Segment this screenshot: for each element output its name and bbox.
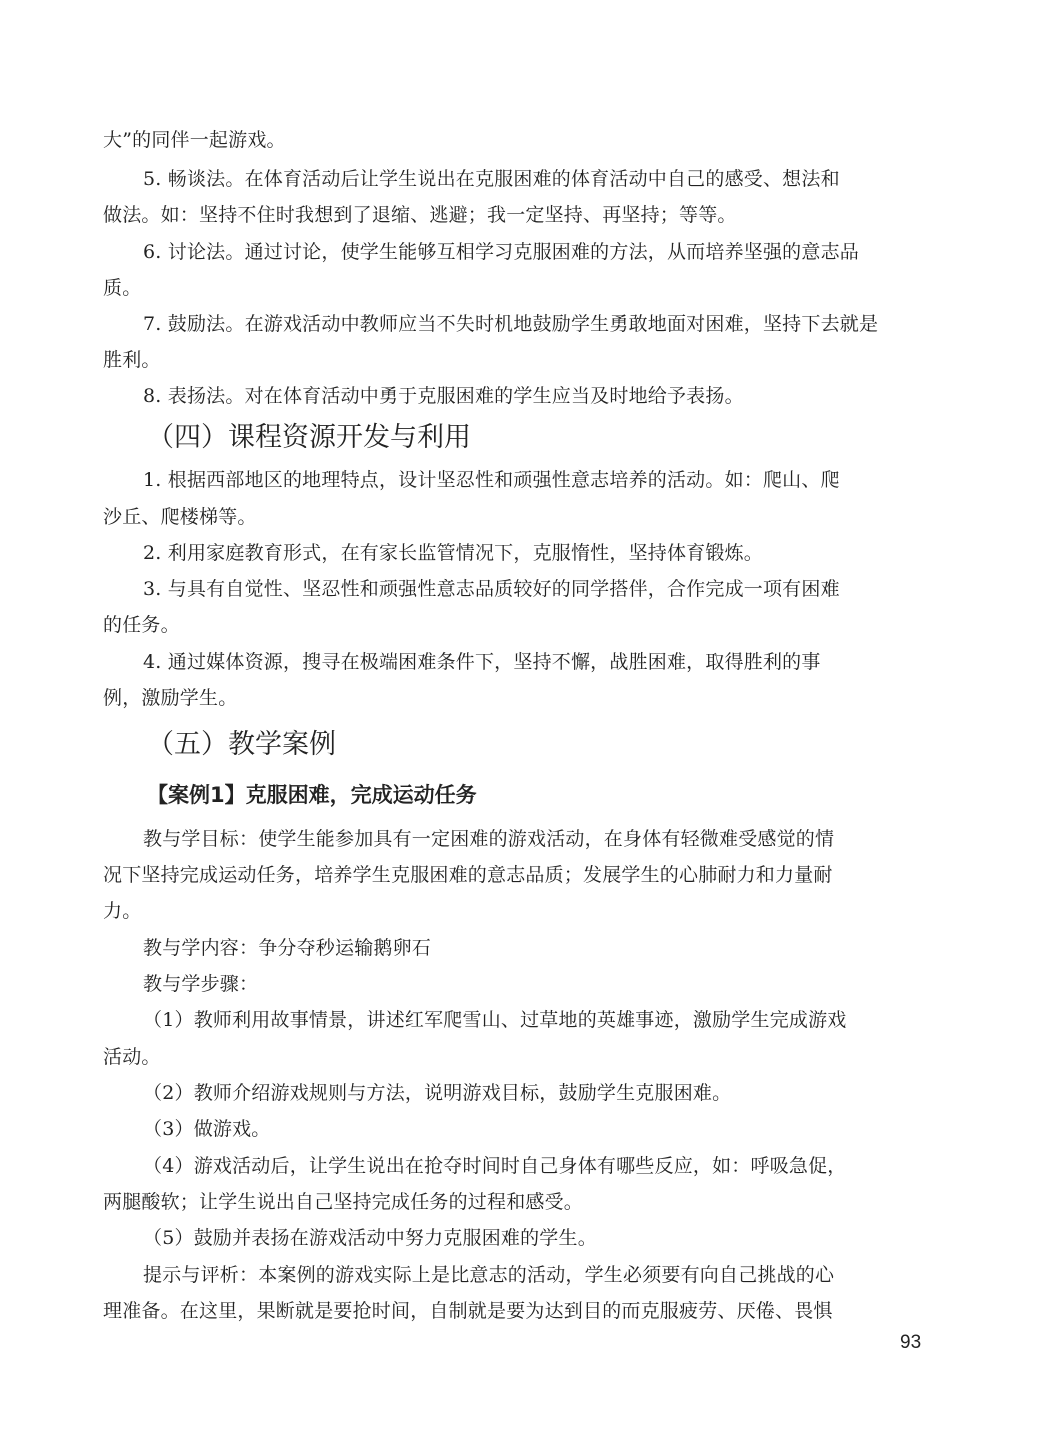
paragraph-line: 教与学内容：争分夺秒运输鹅卵石 bbox=[143, 937, 432, 959]
section-heading-5: （五）教学案例 bbox=[147, 729, 336, 760]
paragraph-line: 况下坚持完成运动任务，培养学生克服困难的意志品质；发展学生的心肺耐力和力量耐 bbox=[103, 864, 833, 886]
paragraph-line: 例，激励学生。 bbox=[103, 687, 238, 709]
paragraph-line: 理准备。在这里，果断就是要抢时间，自制就是要为达到目的而克服疲劳、厌倦、畏惧 bbox=[103, 1300, 833, 1322]
paragraph-line: 提示与评析：本案例的游戏实际上是比意志的活动，学生必须要有向自己挑战的心 bbox=[143, 1264, 835, 1286]
section-heading-4: （四）课程资源开发与利用 bbox=[147, 422, 471, 453]
page-number: 93 bbox=[900, 1332, 922, 1353]
paragraph-line: 4. 通过媒体资源，搜寻在极端困难条件下，坚持不懈，战胜困难，取得胜利的事 bbox=[143, 651, 821, 673]
paragraph-line: 的任务。 bbox=[103, 614, 180, 636]
case-title: 【案例1】克服困难，完成运动任务 bbox=[147, 783, 477, 807]
paragraph-line: 做法。如：坚持不住时我想到了退缩、逃避；我一定坚持、再坚持；等等。 bbox=[103, 204, 737, 226]
paragraph-line: 活动。 bbox=[103, 1046, 161, 1068]
paragraph-line: 力。 bbox=[103, 900, 142, 922]
paragraph-line: 教与学目标：使学生能参加具有一定困难的游戏活动，在身体有轻微难受感觉的情 bbox=[143, 828, 835, 850]
paragraph-line: 1. 根据西部地区的地理特点，设计坚忍性和顽强性意志培养的活动。如：爬山、爬 bbox=[143, 469, 840, 491]
paragraph-line: 大”的同伴一起游戏。 bbox=[103, 129, 286, 151]
paragraph-line: （5）鼓励并表扬在游戏活动中努力克服困难的学生。 bbox=[143, 1227, 597, 1249]
paragraph-line: 5. 畅谈法。在体育活动后让学生说出在克服困难的体育活动中自己的感受、想法和 bbox=[143, 168, 840, 190]
paragraph-line: （1）教师利用故事情景，讲述红军爬雪山、过草地的英雄事迹，激励学生完成游戏 bbox=[143, 1009, 847, 1031]
paragraph-line: （2）教师介绍游戏规则与方法，说明游戏目标，鼓励学生克服困难。 bbox=[143, 1082, 732, 1104]
paragraph-line: 6. 讨论法。通过讨论，使学生能够互相学习克服困难的方法，从而培养坚强的意志品 bbox=[143, 241, 859, 263]
paragraph-line: 7. 鼓励法。在游戏活动中教师应当不失时机地鼓励学生勇敢地面对困难，坚持下去就是 bbox=[143, 313, 879, 335]
paragraph-line: 两腿酸软；让学生说出自己坚持完成任务的过程和感受。 bbox=[103, 1191, 584, 1213]
paragraph-line: （4）游戏活动后，让学生说出在抢夺时间时自己身体有哪些反应，如：呼吸急促， bbox=[143, 1155, 847, 1177]
paragraph-line: 8. 表扬法。对在体育活动中勇于克服困难的学生应当及时地给予表扬。 bbox=[143, 385, 744, 407]
paragraph-line: （3）做游戏。 bbox=[143, 1118, 271, 1140]
paragraph-line: 2. 利用家庭教育形式，在有家长监管情况下，克服惰性，坚持体育锻炼。 bbox=[143, 542, 763, 564]
paragraph-line: 胜利。 bbox=[103, 349, 161, 371]
paragraph-line: 沙丘、爬楼梯等。 bbox=[103, 506, 257, 528]
paragraph-line: 3. 与具有自觉性、坚忍性和顽强性意志品质较好的同学搭伴，合作完成一项有困难 bbox=[143, 578, 840, 600]
paragraph-line: 质。 bbox=[103, 277, 142, 299]
paragraph-line: 教与学步骤： bbox=[143, 973, 259, 995]
